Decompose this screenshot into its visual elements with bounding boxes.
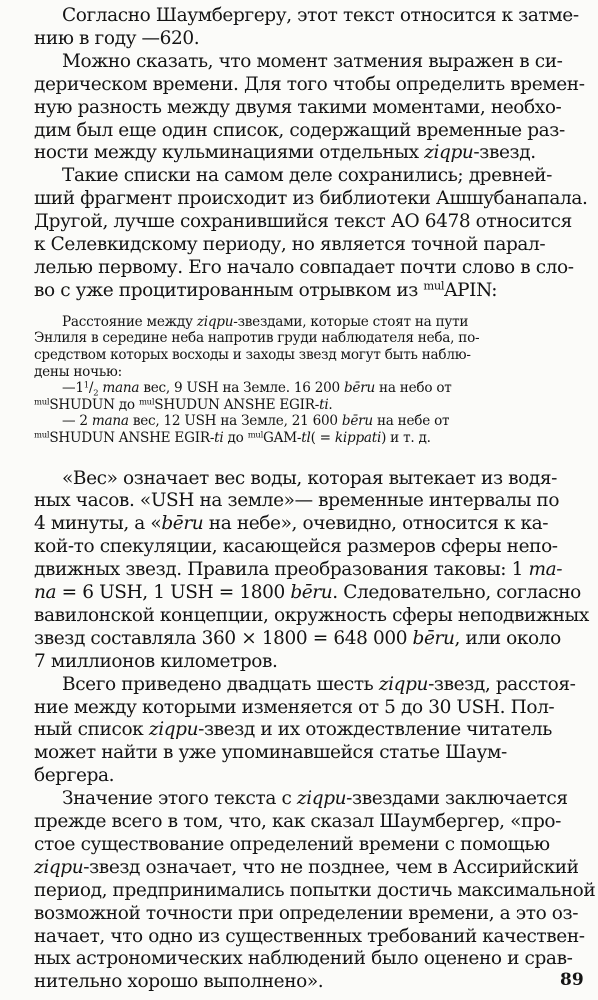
- text-line: ности между кульминациями отдельных ziqpu-звезд.: [34, 142, 536, 164]
- text-line: Такие списки на самом деле сохранились; древней-: [62, 165, 552, 187]
- text-line: Согласно Шаумбергеру, этот текст относится к затме-: [62, 5, 579, 26]
- text-line: ние между которыми изменяется от 5 до 30 USH. Пол-: [34, 696, 555, 718]
- text-line: дим был еще один список, содержащий временные раз-: [34, 119, 565, 141]
- text-line: период, предпринимались попытки достичь максимальной: [34, 879, 596, 901]
- text-line: ший фрагмент происходит из библиотеки Ашшубанапала.: [34, 188, 588, 210]
- text-line: бергера.: [34, 765, 115, 787]
- text-line: кой-то спекуляции, касающейся размеров сферы непо-: [34, 536, 558, 558]
- text-line: лелью первому. Его начало совпадает почти слово в сло-: [34, 256, 574, 278]
- quote-line: дены ночью:: [34, 363, 122, 380]
- text-line: «Вес» означает вес воды, которая вытекает из водя-: [62, 467, 558, 489]
- text-line: ный список ziqpu-звезд и их отождествление читатель: [34, 719, 552, 741]
- text-line: звезд составляла 360 × 1800 = 648 000 bēru, или около: [34, 627, 561, 649]
- text-line: Другой, лучше сохранившийся текст АО 6478 относится: [34, 211, 572, 233]
- text-line: начает, что одно из существенных требований качествен-: [34, 925, 585, 947]
- text-line: 7 миллионов километров.: [34, 650, 278, 672]
- text-line: дерическом времени. Для того чтобы определить времен-: [34, 73, 585, 95]
- quote-line: $—1^1/_2$ mana вес, 9 USH на Земле. 16 200 bēru на небо от: [62, 379, 452, 398]
- quote-line: — 2 mana вес, 12 USH на Земле, 21 600 bēru на небе от: [62, 413, 450, 430]
- text-line: прежде всего в том, что, как сказал Шаумбергер, «про-: [34, 811, 561, 832]
- quote-line: Энлиля в середине неба напротив груди наблюдателя неба, по-: [34, 330, 480, 347]
- quote-line: Расстояние между ziqpu-звездами, которые стоят на пути: [62, 313, 469, 330]
- quote-line: $^{mul}$SHUDUN ANSHE EGIR-ti до $^{mul}$GAM-tl( = kippati) и т. д.: [34, 429, 431, 446]
- page-number: 89: [560, 970, 584, 990]
- text-line: ных астрономических наблюдений было оценено и срав-: [34, 948, 573, 970]
- text-line: na = 6 USH, 1 USH = 1800 bēru. Следовательно, согласно: [34, 582, 581, 603]
- text-line: Значение этого текста с ziqpu-звездами заключается: [62, 788, 568, 810]
- text-line: Можно сказать, что момент затмения выражен в си-: [62, 50, 563, 72]
- text-line: Всего приведено двадцать шесть ziqpu-звезд, расстоя-: [62, 673, 576, 695]
- text-line: движных звезд. Правила преобразования таковы: 1 ma-: [34, 559, 563, 581]
- text-line: 4 минуты, а «bēru на небе», очевидно, относится к ка-: [34, 513, 549, 535]
- text-line: к Селевкидскому периоду, но является точной парал-: [34, 234, 546, 255]
- text-line: во с уже процитированным отрывком из $^{mul}$APIN:: [34, 278, 498, 301]
- text-line: ную разность между двумя такими моментами, необхо-: [34, 96, 562, 118]
- text-line: нительно хорошо выполнено».: [34, 971, 324, 993]
- quote-line: $^{mul}$SHUDUN до $^{mul}$SHUDUN ANSHE EGIR-ti.: [34, 396, 333, 413]
- quote-line: средством которых восходы и заходы звезд могут быть наблю-: [34, 346, 471, 363]
- text-line: ных часов. «USH на земле»— временные интервалы по: [34, 490, 560, 512]
- text-line: может найти в уже упоминавшейся статье Шаум-: [34, 742, 507, 764]
- text-line: ziqpu-звезд означает, что не позднее, чем в Ассирийский: [34, 856, 579, 878]
- text-line: возможной точности при определении времени, а это оз-: [34, 902, 579, 924]
- tail-container: [34, 0, 594, 1000]
- text-line: стое существование определений времени с помощью: [34, 833, 550, 855]
- text-line: нию в году —620.: [34, 27, 200, 49]
- text-line: вавилонской концепции, окружность сферы неподвижных: [34, 604, 589, 626]
